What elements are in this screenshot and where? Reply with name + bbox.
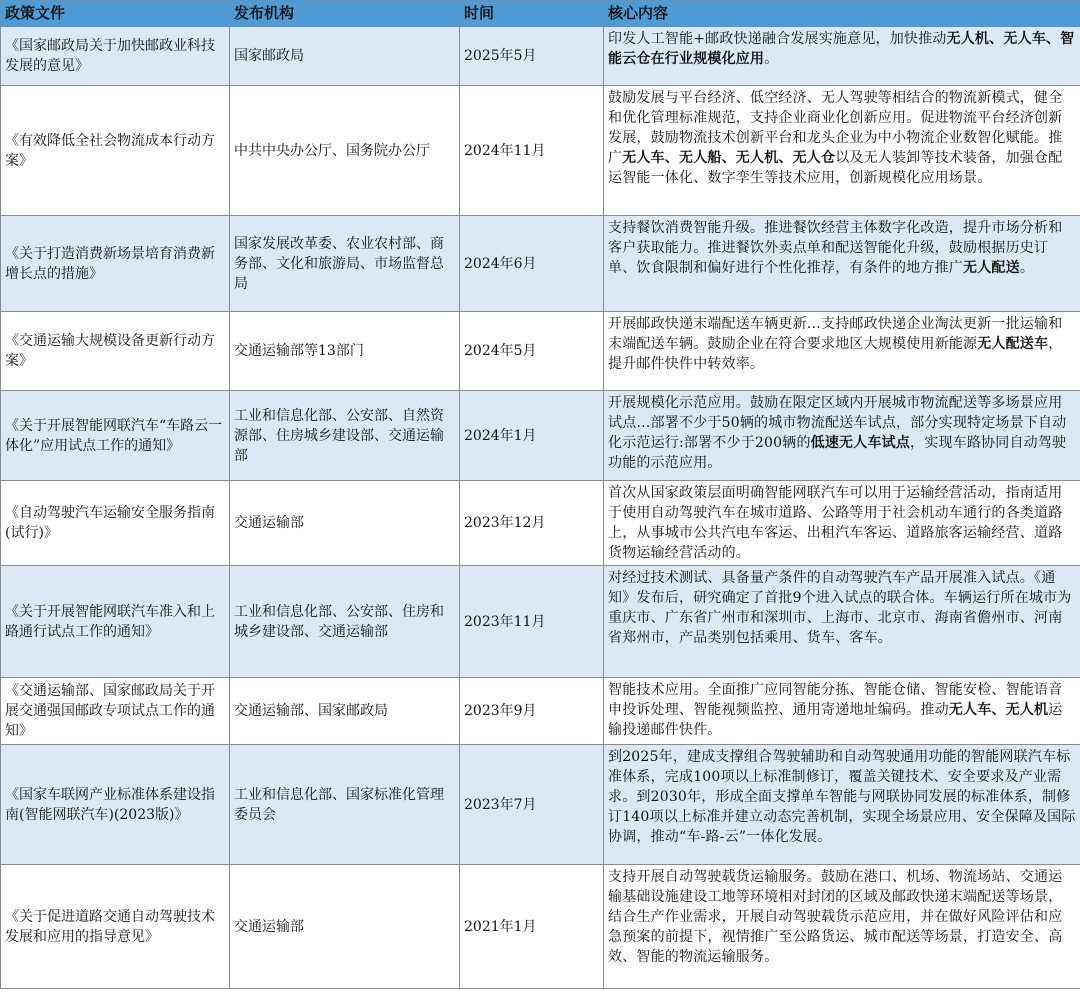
highlighted-text: 低速无人车试点 bbox=[810, 435, 911, 451]
core-content-cell bbox=[604, 86, 1080, 216]
table-row bbox=[1, 566, 1080, 678]
policy-document-cell: 《国家车联网产业标准体系建设指南(智能网联汽车)(2023版)》 bbox=[1, 745, 230, 865]
policy-document-cell: 《国家邮政局关于加快邮政业科技发展的意见》 bbox=[1, 27, 230, 86]
issuing-agency-cell: 中共中央办公厅、国务院办公厅 bbox=[230, 86, 460, 216]
content-text: 印发人工智能+邮政快递融合发展实施意见，加快推动 bbox=[608, 31, 947, 47]
table-row bbox=[1, 391, 1080, 481]
content-text: 开展邮政快递末端配送车辆更新…支持邮政快递企业淘汰更新一批运输和末端配送车辆。鼓励企业在符合要求地区大规模使用新能源 bbox=[608, 316, 1063, 352]
content-text: 对经过技术测试、具备量产条件的自动驾驶汽车产品开展准入试点。《通知》发布后，研究确定了首批9个进入试点的联合体。车辆运行所在城市为重庆市、广东省广州市和深圳市、上海市、北京市、海南省儋州市、河南省郑州市，产品类别包括乘用、货车、客车。 bbox=[608, 570, 1072, 646]
policy-document-cell: 《交通运输部、国家邮政局关于开展交通强国邮政专项试点工作的通知》 bbox=[1, 678, 230, 745]
policy-document-cell: 《关于开展智能网联汽车“车路云一体化”应用试点工作的通知》 bbox=[1, 391, 230, 481]
table-row bbox=[1, 481, 1080, 566]
core-content-cell bbox=[604, 865, 1080, 989]
table-row bbox=[1, 86, 1080, 216]
core-content-cell bbox=[604, 312, 1080, 391]
content-text: 。 bbox=[1019, 260, 1035, 276]
highlighted-text: 无人车、无人船、无人机、无人仓 bbox=[622, 150, 836, 166]
time-cell: 2023年12月 bbox=[460, 481, 604, 566]
time-cell: 2024年11月 bbox=[460, 86, 604, 216]
issuing-agency-cell: 交通运输部、国家邮政局 bbox=[230, 678, 460, 745]
content-text: 支持餐饮消费智能升级。推进餐饮经营主体数字化改造，提升市场分析和客户获取能力。推进餐饮外卖点单和配送智能化升级，鼓励根据历史订单、饮食限制和偏好进行个性化推荐，有条件的地方推广 bbox=[608, 220, 1063, 276]
policy-document-cell: 《交通运输大规模设备更新行动方案》 bbox=[1, 312, 230, 391]
table-row bbox=[1, 745, 1080, 865]
policy-document-cell: 《关于促进道路交通自动驾驶技术发展和应用的指导意见》 bbox=[1, 865, 230, 989]
content-text: 开展规模化示范应用。鼓励在限定区域内开展城市物流配送等多场景应用试点…部署不少于50辆的城市物流配送车试点，部分实现特定场景下自动化示范运行:部署不少于200辆的 bbox=[608, 395, 1067, 451]
time-cell: 2024年6月 bbox=[460, 216, 604, 312]
header-row bbox=[1, 1, 1080, 27]
core-content-cell bbox=[604, 566, 1080, 678]
header-core-content: 核心内容 bbox=[604, 1, 1080, 27]
core-content-cell bbox=[604, 678, 1080, 745]
content-text: 到2025年，建成支撑组合驾驶辅助和自动驾驶通用功能的智能网联汽车标准体系，完成100项以上标准制修订，覆盖关键技术、安全要求及产业需求。到2030年，形成全面支撑单车智能与网联协同发展的标准体系，制修订140项以上标准并建立动态完善机制，实现全场景应用、安全保障及国际协调，推动“车-路-云”一体化发展。 bbox=[608, 749, 1076, 845]
core-content-cell bbox=[604, 27, 1080, 86]
issuing-agency-cell: 工业和信息化部、公安部、住房和城乡建设部、交通运输部 bbox=[230, 566, 460, 678]
content-text: 运输投递邮件快件。 bbox=[608, 702, 1063, 738]
issuing-agency-cell: 工业和信息化部、公安部、自然资源部、住房城乡建设部、交通运输部 bbox=[230, 391, 460, 481]
time-cell: 2023年7月 bbox=[460, 745, 604, 865]
content-text: 以及无人装卸等技术装备，加强仓配运智能一体化、数字孪生等技术应用，创新规模化应用场景。 bbox=[608, 150, 1063, 186]
content-text: 首次从国家政策层面明确智能网联汽车可以用于运输经营活动，指南适用于使用自动驾驶汽车在城市道路、公路等用于社会机动车通行的各类道路上，从事城市公共汽电车客运、出租汽车客运、道路旅客运输经营、道路货物运输经营活动的。 bbox=[608, 485, 1063, 561]
time-cell: 2024年1月 bbox=[460, 391, 604, 481]
issuing-agency-cell: 交通运输部等13部门 bbox=[230, 312, 460, 391]
core-content-cell bbox=[604, 391, 1080, 481]
highlighted-text: 无人配送车 bbox=[977, 336, 1049, 352]
header-policy-document: 政策文件 bbox=[1, 1, 230, 27]
time-cell: 2024年5月 bbox=[460, 312, 604, 391]
issuing-agency-cell: 交通运输部 bbox=[230, 865, 460, 989]
policy-document-cell: 《关于开展智能网联汽车准入和上路通行试点工作的通知》 bbox=[1, 566, 230, 678]
issuing-agency-cell: 交通运输部 bbox=[230, 481, 460, 566]
time-cell: 2023年11月 bbox=[460, 566, 604, 678]
content-text: 鼓励发展与平台经济、低空经济、无人驾驶等相结合的物流新模式，健全和优化管理标准规范，支持企业商业化创新应用。促进物流平台经济创新发展，鼓励物流技术创新平台和龙头企业为中小物流企业数智化赋能。推广 bbox=[608, 90, 1063, 166]
highlighted-text: 无人配送 bbox=[963, 260, 1020, 276]
time-cell: 2021年1月 bbox=[460, 865, 604, 989]
header-time: 时间 bbox=[460, 1, 604, 27]
content-text: ，提升邮件快件中转效率。 bbox=[608, 336, 1063, 372]
content-text: 智能技术应用。全面推广应同智能分拣、智能仓储、智能安检、智能语音申投诉处理、智能视频监控、通用寄递地址编码。推动 bbox=[608, 682, 1063, 718]
policy-document-cell: 《自动驾驶汽车运输安全服务指南(试行)》 bbox=[1, 481, 230, 566]
highlighted-text: 无人机、无人车、智能云仓在行业规模化应用 bbox=[608, 31, 1075, 67]
content-text: 。 bbox=[764, 51, 779, 67]
table-row bbox=[1, 865, 1080, 989]
header-issuing-agency: 发布机构 bbox=[230, 1, 460, 27]
core-content-cell bbox=[604, 745, 1080, 865]
policy-document-cell: 《关于打造消费新场景培育消费新增长点的措施》 bbox=[1, 216, 230, 312]
issuing-agency-cell: 工业和信息化部、国家标准化管理委员会 bbox=[230, 745, 460, 865]
content-text: 支持开展自动驾驶载货运输服务。鼓励在港口、机场、物流场站、交通运输基础设施建设工地等环境相对封闭的区域及邮政快递末端配送等场景，结合生产作业需求，开展自动驾驶载货示范应用，并在做好风险评估和应急预案的前提下，视情推广至公路货运、城市配送等场景，打造安全、高效、智能的物流运输服务。 bbox=[608, 869, 1063, 965]
core-content-cell bbox=[604, 481, 1080, 566]
time-cell: 2025年5月 bbox=[460, 27, 604, 86]
highlighted-text: 无人车、无人机 bbox=[948, 702, 1049, 718]
time-cell: 2023年9月 bbox=[460, 678, 604, 745]
table-row bbox=[1, 312, 1080, 391]
issuing-agency-cell: 国家发展改革委、农业农村部、商务部、文化和旅游局、市场监督总局 bbox=[230, 216, 460, 312]
content-text: ，实现车路协同自动驾驶功能的示范应用。 bbox=[608, 435, 1067, 471]
table-row bbox=[1, 27, 1080, 86]
core-content-cell bbox=[604, 216, 1080, 312]
table-row bbox=[1, 678, 1080, 745]
issuing-agency-cell: 国家邮政局 bbox=[230, 27, 460, 86]
policy-document-cell: 《有效降低全社会物流成本行动方案》 bbox=[1, 86, 230, 216]
table-row bbox=[1, 216, 1080, 312]
